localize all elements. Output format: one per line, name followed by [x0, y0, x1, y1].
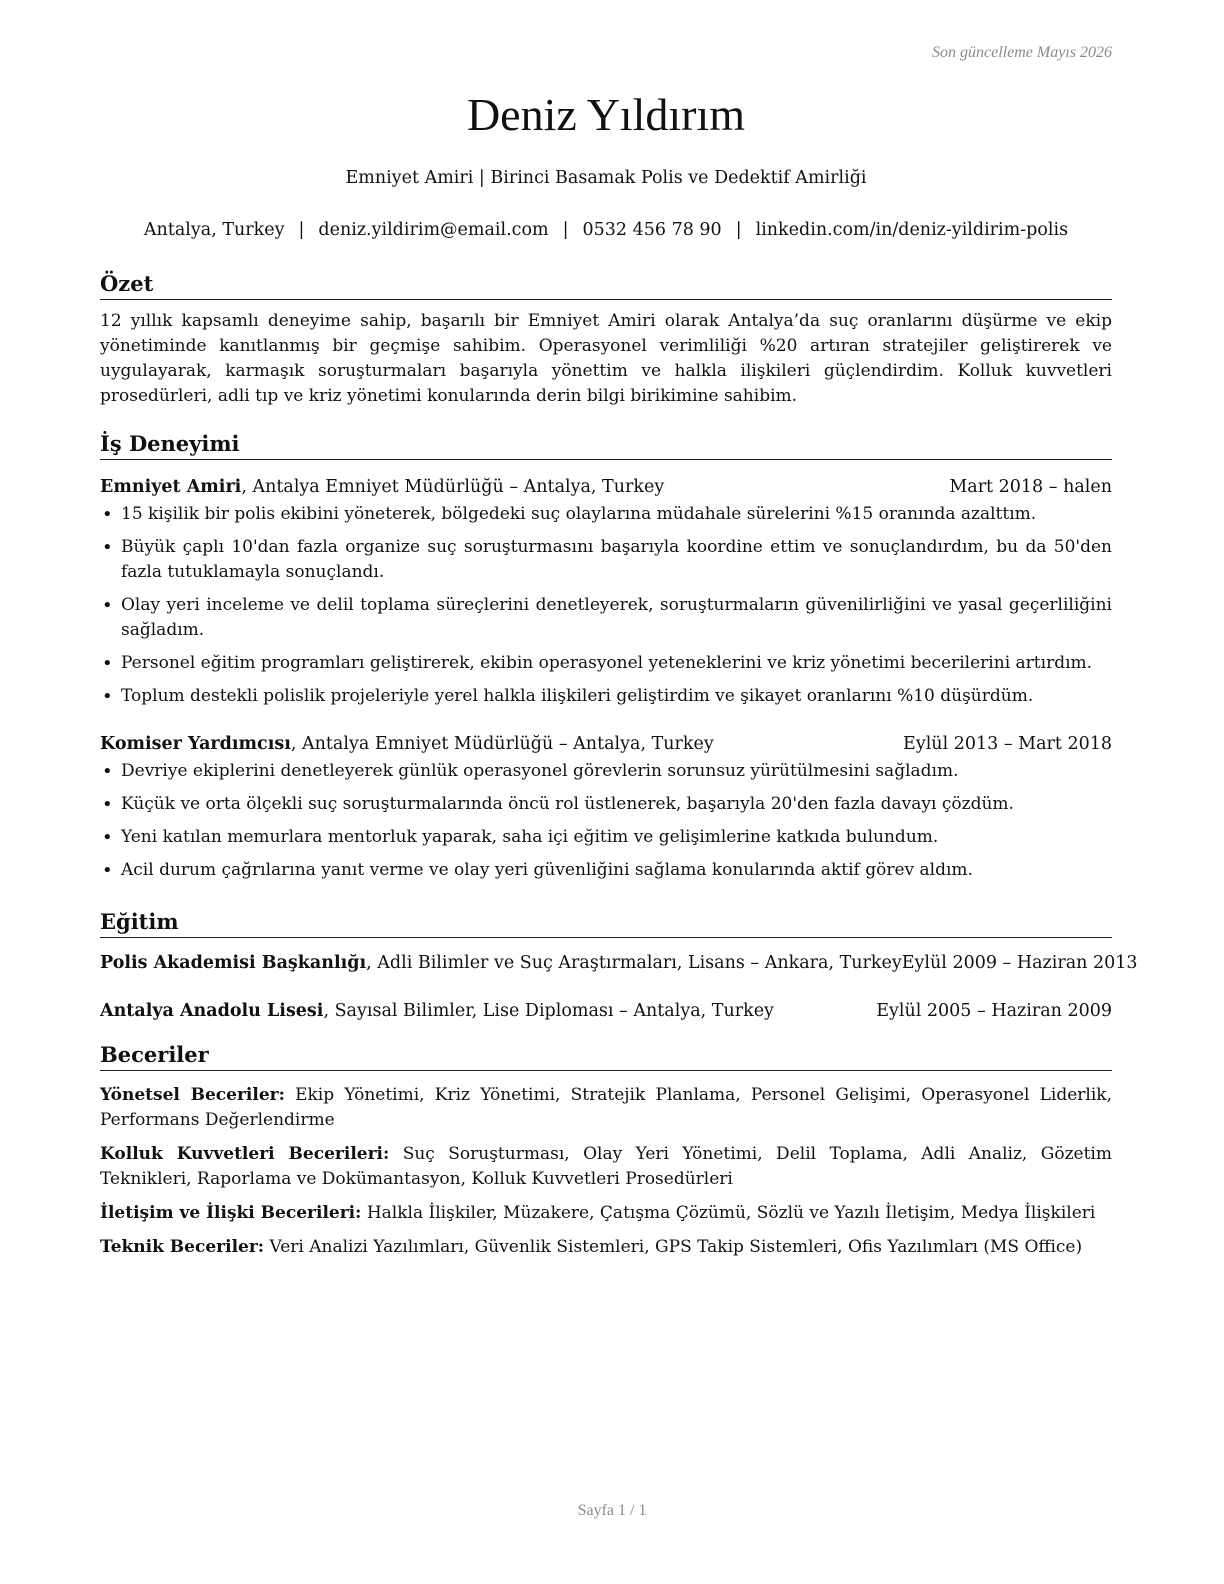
contact-phone: 0532 456 78 90: [582, 220, 722, 240]
candidate-title: Emniyet Amiri | Birinci Basamak Polis ve Dedektif Amirliği: [345, 168, 867, 188]
education-dates: Eylül 2005 – Haziran 2009: [876, 1001, 1112, 1021]
job-entry: [100, 731, 1112, 883]
skill-text: Veri Analizi Yazılımları, Güvenlik Sistemleri, GPS Takip Sistemleri, Ofis Yazılımları (MS Office): [264, 1237, 1083, 1257]
summary-heading: Özet: [100, 270, 1112, 300]
skills-section: [100, 1041, 1112, 1269]
education-school: Antalya Anadolu Lisesi: [100, 1001, 324, 1021]
education-dates: Eylül 2009 – Haziran 2013: [901, 953, 1138, 973]
skill-label: Yönetsel Beceriler:: [100, 1085, 285, 1105]
job-bullets: [100, 502, 1112, 709]
contact-separator: |: [562, 220, 569, 240]
contact-linkedin[interactable]: linkedin.com/in/deniz-yildirim-polis: [755, 220, 1069, 240]
summary-section: [100, 270, 1112, 409]
experience-section: [100, 430, 1112, 891]
skill-group: [100, 1142, 1112, 1192]
skill-group: [100, 1083, 1112, 1133]
education-heading: Eğitim: [100, 908, 1112, 938]
job-header: [100, 731, 1112, 757]
page-number: Sayfa 1 / 1: [577, 1502, 647, 1519]
skill-group: [100, 1235, 1112, 1260]
education-section: [100, 908, 1138, 1024]
summary-text: 12 yıllık kapsamlı deneyime sahip, başarılı bir Emniyet Amiri olarak Antalya’da suç oranlarını düşürme ve ekip yönetiminde kanıtlanmış bir geçmişe sahibim. Operasyonel verimliliği %20 artıran stratejiler geliştirerek ve uygulayarak, karmaşık soruşturmaları başarıyla yönettim ve halkla ilişkileri güçlendirdim. Kolluk kuvvetleri prosedürleri, adli tıp ve kriz yönetimi konularında derin bilgi birikimine sahibim.: [100, 311, 1112, 406]
job-role: Komiser Yardımcısı: [100, 734, 291, 754]
list-item: • Devriye ekiplerini denetleyerek günlük operasyonel görevlerin sorunsuz yürütülmesini sağladım.: [100, 759, 1112, 784]
skill-label: İletişim ve İlişki Becerileri:: [100, 1203, 362, 1223]
skill-label: Kolluk Kuvvetleri Becerileri:: [100, 1144, 390, 1164]
job-header: [100, 474, 1112, 500]
job-role: Emniyet Amiri: [100, 477, 242, 497]
contact-line: [100, 220, 1112, 240]
education-school: Polis Akademisi Başkanlığı: [100, 953, 367, 973]
contact-separator: |: [298, 220, 305, 240]
skill-text: Ekip Yönetimi, Kriz Yönetimi, Stratejik Planlama, Personel Gelişimi, Operasyonel Liderlik, Performans Değerlendirme: [100, 1085, 1112, 1130]
education-detail: , Sayısal Bilimler, Lise Diploması – Antalya, Turkey: [323, 1001, 774, 1021]
contact-separator: |: [735, 220, 742, 240]
skill-label: Teknik Beceriler:: [100, 1237, 265, 1257]
list-item: • Küçük ve orta ölçekli suç soruşturmalarında öncü rol üstlenerek, başarıyla 20'den fazla davayı çözdüm.: [100, 792, 1112, 817]
list-item: • Toplum destekli polislik projeleriyle yerel halkla ilişkileri geliştirdim ve şikayet oranlarını %10 düşürdüm.: [100, 684, 1112, 709]
skill-text: Suç Soruşturması, Olay Yeri Yönetimi, Delil Toplama, Adli Analiz, Gözetim Teknikleri, Raporlama ve Dokümantasyon, Kolluk Kuvvetleri Prosedürleri: [100, 1144, 1112, 1189]
job-entry: [100, 474, 1112, 709]
list-item: • Olay yeri inceleme ve delil toplama süreçlerini denetleyerek, soruşturmaların güvenilirliğini ve yasal geçerliliğini sağladım.: [100, 593, 1112, 643]
job-bullets: [100, 759, 1112, 883]
skills-heading: Beceriler: [100, 1041, 1112, 1071]
list-item: • Personel eğitim programları geliştirerek, ekibin operasyonel yeteneklerini ve kriz yönetimi becerilerini artırdım.: [100, 651, 1112, 676]
last-updated: Son güncelleme Mayıs 2026: [932, 44, 1112, 61]
job-org: , Antalya Emniyet Müdürlüğü – Antalya, Turkey: [290, 734, 714, 754]
skill-text: Halkla İlişkiler, Müzakere, Çatışma Çözümü, Sözlü ve Yazılı İletişim, Medya İlişkileri: [361, 1203, 1096, 1223]
job-dates: Eylül 2013 – Mart 2018: [903, 734, 1112, 754]
list-item: • Büyük çaplı 10'dan fazla organize suç soruşturmasını başarıyla koordine ettim ve sonuçlandırdım, bu da 50'den fazla tutuklamayla sonuçlandı.: [100, 535, 1112, 585]
experience-heading: İş Deneyimi: [100, 430, 1112, 460]
list-item: • Yeni katılan memurlara mentorluk yaparak, saha içi eğitim ve gelişimlerine katkıda bulundum.: [100, 825, 1112, 850]
education-entry: [100, 950, 1138, 976]
contact-email[interactable]: deniz.yildirim@email.com: [318, 220, 549, 240]
candidate-name: Deniz Yıldırım: [466, 89, 746, 140]
list-item: • Acil durum çağrılarına yanıt verme ve olay yeri güvenliğini sağlama konularında aktif görev aldım.: [100, 858, 1112, 883]
education-detail: , Adli Bilimler ve Suç Araştırmaları, Lisans – Ankara, Turkey: [366, 953, 902, 973]
education-entry: [100, 998, 1112, 1024]
skill-group: [100, 1201, 1112, 1226]
job-org: , Antalya Emniyet Müdürlüğü – Antalya, Turkey: [241, 477, 665, 497]
job-dates: Mart 2018 – halen: [949, 477, 1112, 497]
contact-location: Antalya, Turkey: [143, 220, 285, 240]
list-item: • 15 kişilik bir polis ekibini yöneterek, bölgedeki suç olaylarına müdahale sürelerini %15 oranında azalttım.: [100, 502, 1112, 527]
